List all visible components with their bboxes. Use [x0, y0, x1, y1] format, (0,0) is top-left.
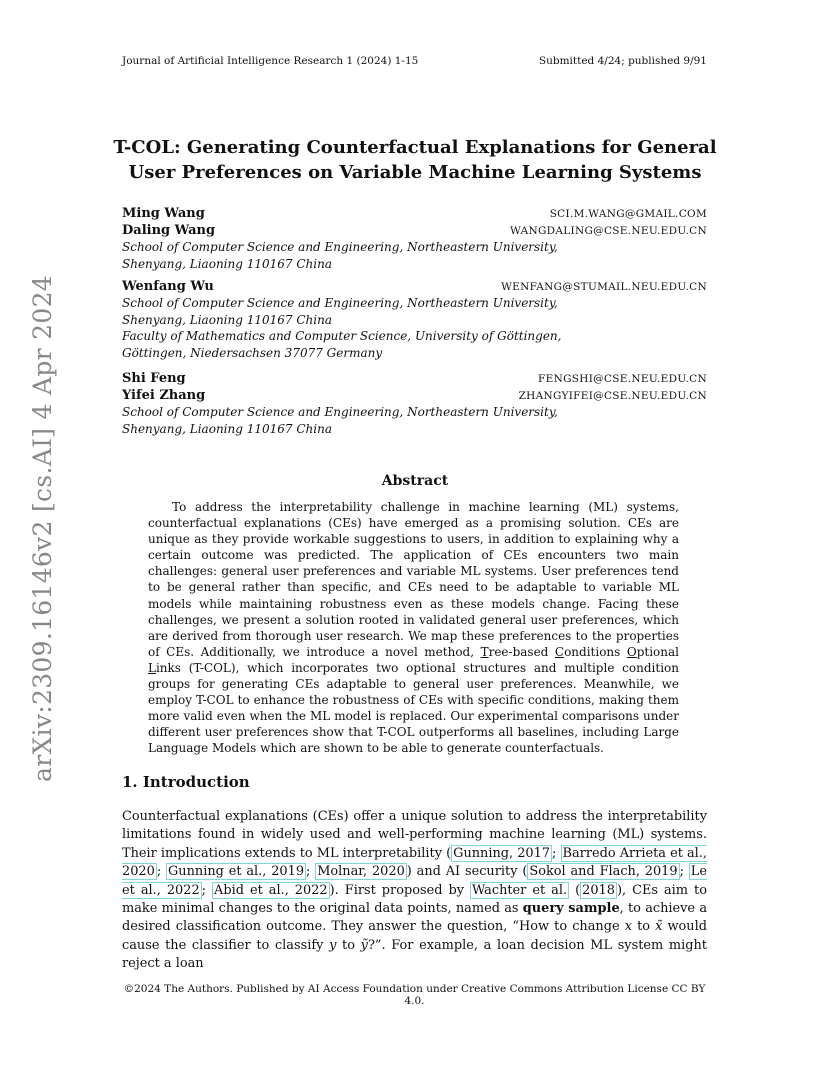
- body-text: , to achieve a desired classification outcome. They answer the question, “How to change: [122, 901, 708, 935]
- author-row: [122, 278, 707, 295]
- title-line-2: User Preferences on Variable Machine Learning Systems: [128, 162, 702, 183]
- body-text: ;: [201, 882, 213, 898]
- copyright-footer: ©2024 The Authors. Published by AI Access Foundation under Creative Commons Attribution License CC BY 4.0.: [123, 983, 706, 1007]
- citation-link[interactable]: 2018: [582, 882, 615, 898]
- author-row: [122, 205, 707, 222]
- body-text: to: [336, 937, 361, 953]
- author-name: Yifei Zhang: [122, 388, 206, 403]
- math-variable: x̃: [655, 919, 663, 935]
- author-row: [122, 370, 707, 387]
- affiliation: School of Computer Science and Engineering, Northeastern University,: [122, 405, 558, 419]
- author-email[interactable]: ZHANGYIFEI@CSE.NEU.EDU.CN: [518, 390, 707, 402]
- title-line-1: T-COL: Generating Counterfactual Explanations for General: [113, 137, 717, 158]
- abstract-heading: Abstract: [381, 473, 449, 489]
- journal-info: Journal of Artificial Intelligence Research 1 (2024) 1-15: [122, 55, 419, 67]
- author-group-3: [122, 370, 707, 437]
- citation-link[interactable]: Gunning, 2017: [453, 845, 551, 861]
- paper-title: [110, 135, 720, 185]
- math-variable: y: [329, 937, 337, 953]
- abstract-body: [148, 499, 679, 757]
- arxiv-identifier: [22, 274, 62, 782]
- author-row: [122, 387, 707, 404]
- math-variable: ỹ: [360, 937, 368, 953]
- author-name: Wenfang Wu: [122, 279, 214, 294]
- citation-link[interactable]: Wachter et al.: [472, 882, 568, 898]
- method-word: ree-based: [488, 644, 555, 659]
- citation-link[interactable]: Gunning et al., 2019: [168, 864, 305, 880]
- body-text: (: [569, 882, 581, 898]
- author-email[interactable]: FENGSHI@CSE.NEU.EDU.CN: [538, 373, 707, 385]
- author-group-2: [122, 278, 707, 361]
- author-name: Shi Feng: [122, 371, 186, 386]
- method-initial: L: [148, 660, 156, 675]
- method-initial: C: [554, 644, 565, 659]
- method-word: inks (T-COL),: [155, 660, 248, 675]
- body-text: ). First proposed by: [329, 882, 471, 898]
- method-word: ptional: [636, 644, 679, 659]
- citation-link[interactable]: Abid et al., 2022: [214, 882, 328, 898]
- body-text: ), CEs aim to make minimal changes to the original data points, named as: [122, 882, 707, 917]
- body-text: ;: [552, 845, 561, 861]
- bold-term: query sample: [522, 901, 620, 917]
- author-name: Ming Wang: [122, 206, 205, 221]
- introduction-body: [122, 808, 707, 974]
- affiliation: Göttingen, Niedersachsen 37077 Germany: [122, 345, 383, 360]
- author-email[interactable]: SCI.M.WANG@GMAIL.COM: [549, 208, 707, 220]
- author-email[interactable]: WENFANG@STUMAIL.NEU.EDU.CN: [501, 281, 707, 293]
- affiliation: Faculty of Mathematics and Computer Science, University of Göttingen,: [122, 329, 562, 343]
- citation-link[interactable]: Le et al., 2022: [122, 864, 707, 898]
- submission-info: Submitted 4/24; published 9/91: [538, 55, 707, 67]
- body-text: ) and AI security (: [406, 864, 528, 880]
- citation-link[interactable]: Molnar, 2020: [317, 864, 405, 880]
- body-text: would cause the classifier to classify: [122, 919, 707, 953]
- abstract-text-end: which incorporates two optional structures and multiple condition groups for generating CEs adaptable to general user preferences. Meanwhile, we employ T-COL to enhance the robustness of CEs with specific conditions, making them more valid even when the ML model is replaced. Our experimental comparisons under different user preferences show that T-COL outperforms all baselines, including Large Language Models which are shown to be able to generate counterfactuals.: [148, 660, 679, 756]
- affiliation: Shenyang, Liaoning 110167 China: [122, 312, 332, 327]
- body-text: ;: [679, 864, 689, 880]
- citation-link[interactable]: Barredo Arrieta et al., 2020: [122, 845, 707, 880]
- abstract-paragraph: [148, 499, 679, 757]
- body-text: ;: [156, 864, 166, 880]
- author-group-1: [122, 205, 707, 272]
- intro-paragraph: [122, 808, 707, 974]
- method-initial: T: [480, 644, 489, 659]
- method-initial: O: [626, 644, 637, 659]
- body-text: ?”. For example, a loan decision ML system might reject a loan: [122, 937, 707, 972]
- section-heading: 1. Introduction: [122, 773, 250, 791]
- body-text: to: [631, 919, 656, 935]
- author-row: [122, 222, 707, 239]
- affiliation: School of Computer Science and Engineering, Northeastern University,: [122, 240, 558, 254]
- citation-link[interactable]: Sokol and Flach, 2019: [529, 864, 678, 880]
- body-text: Counterfactual explanations (CEs) offer a unique solution to address the interpretability limitations found in widely used and well-performing machine learning (ML) systems. Their implications extends to ML interpretability (: [122, 809, 707, 861]
- affiliation: Shenyang, Liaoning 110167 China: [122, 421, 332, 436]
- running-head: [122, 55, 707, 67]
- author-name: Daling Wang: [122, 223, 216, 238]
- method-word: onditions: [564, 644, 627, 659]
- body-text: ;: [306, 864, 316, 880]
- affiliation: School of Computer Science and Engineering, Northeastern University,: [122, 296, 558, 310]
- affiliation: Shenyang, Liaoning 110167 China: [122, 256, 332, 271]
- arxiv-identifier-text: arXiv:2309.16146v2 [cs.AI] 4 Apr 2024: [27, 274, 57, 782]
- author-email[interactable]: WANGDALING@CSE.NEU.EDU.CN: [510, 225, 707, 237]
- abstract-text: To address the interpretability challenge in machine learning (ML) systems, counterfactual explanations (CEs) have emerged as a promising solution. CEs are unique as they provide workable suggestions to users, in addition to explaining why a certain outcome was predicted. The application of CEs encounters two main challenges: general user preferences and variable ML systems. User preferences tend to be general rather than specific, and CEs need to be adaptable to variable ML models while maintaining robustness even as these models change. Facing these challenges, we present a solution rooted in validated general user preferences, which are derived from thorough user research. We map these preferences to the properties of CEs. Additionally, we introduce a novel method,: [148, 500, 679, 659]
- math-variable: x: [624, 919, 632, 935]
